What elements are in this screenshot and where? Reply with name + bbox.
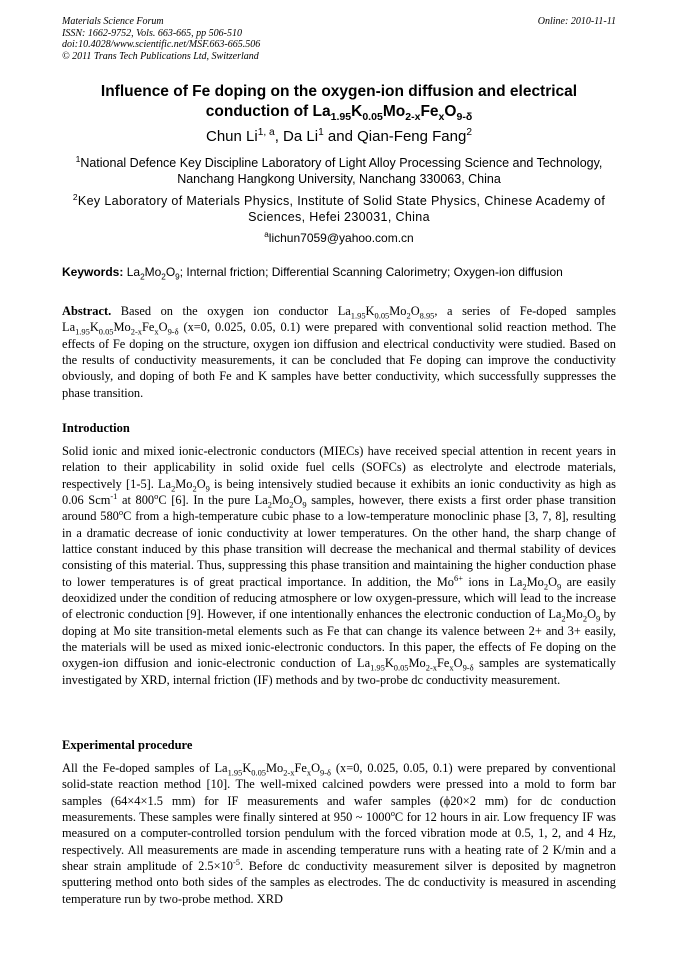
title-sub: 0.05	[362, 111, 383, 124]
title-sub: 9-δ	[456, 111, 473, 124]
title-sub: x	[438, 111, 445, 124]
exp-sup: -5	[233, 856, 241, 867]
intro-text: O	[548, 574, 558, 589]
intro-sub: 2	[267, 499, 272, 510]
experimental-paragraph	[62, 760, 616, 907]
intro-text: ions in La	[462, 574, 523, 589]
author-sup: 1	[318, 127, 324, 138]
abstract-sub: 1.95	[75, 326, 90, 337]
abstract-sub: 8.95	[419, 310, 435, 321]
exp-text: All the Fe-doped samples of La	[62, 761, 228, 775]
kw-text: La	[126, 265, 141, 279]
intro-sub: 9-δ	[462, 662, 474, 673]
intro-text: samples are systematically investigated by XRD, internal friction (IF) methods and by two-probe dc conductivity measurement.	[62, 656, 616, 687]
abstract-sub: 9-δ	[167, 326, 179, 337]
intro-text: are easily deoxidized under the condition of reducing atmosphere or low oxygen-pressure, which will lead to the increase of electronic conduction [9]. However, if one intentionally enhances the electronic conduction of La	[62, 574, 616, 622]
intro-text: O	[196, 476, 206, 491]
abstract-text: (x=0, 0.025, 0.05, 0.1) were prepared with conventional solid reaction method. The effects of Fe doping on the structure, oxygen ion diffusion and electrical conductivity were studied. Based on the results of conductivity measurements, it can be concluded that Fe doping can improve the conductivity obviously, and doping of both Fe and K samples have better conductivity, which successfully suppresses the phase transition.	[62, 320, 616, 400]
abstract	[62, 303, 616, 401]
introduction-paragraph	[62, 443, 616, 688]
kw-sub: 2	[140, 272, 145, 282]
abstract-sub: 0.05	[374, 310, 390, 321]
exp-sub: 0.05	[251, 767, 267, 778]
author-sup: 1, a	[257, 127, 275, 138]
exp-text: O	[311, 761, 321, 775]
intro-text: is being intensively studied because it exhibits an ionic conductivity as high as 0.06 Scm	[62, 476, 616, 508]
title-text: K	[351, 103, 363, 120]
intro-sub: 2	[522, 581, 527, 592]
author-email	[62, 231, 616, 246]
affiliation-text: Key Laboratory of Materials Physics, Institute of Solid State Physics, Chinese Academy of	[77, 194, 606, 208]
exp-sup: o	[390, 807, 395, 818]
abstract-sub: 1.95	[350, 310, 366, 321]
intro-sub: 2	[289, 499, 294, 510]
affiliation-line: Nanchang Hangkong University, Nanchang 330063, China	[177, 172, 501, 186]
exp-sub: 1.95	[227, 767, 243, 778]
title-text: conduction of La	[205, 103, 331, 120]
title-line-2	[62, 102, 616, 122]
abstract-text: , a series of Fe-doped samples La	[62, 304, 616, 335]
abstract-sub: 0.05	[98, 326, 114, 337]
copyright-line: © 2011 Trans Tech Publications Ltd, Switzerland	[62, 50, 259, 62]
author-name: and Qian-Feng Fang	[323, 128, 467, 145]
email-sup: a	[264, 230, 269, 239]
section-heading-experimental: Experimental procedure	[62, 738, 193, 752]
intro-sub: 1.95	[370, 662, 385, 673]
intro-sup: o	[154, 490, 159, 501]
intro-sub: 9	[302, 499, 307, 510]
intro-text: O	[453, 656, 463, 671]
section-heading-introduction: Introduction	[62, 421, 130, 435]
intro-text: Mo	[526, 574, 544, 589]
author-name: , Da Li	[274, 128, 319, 145]
online-date: Online: 2010-11-11	[537, 16, 616, 27]
intro-sub: 2	[582, 613, 588, 624]
affiliation-line: Sciences, Hefei 230031, China	[248, 210, 430, 224]
title-sub: 1.95	[330, 111, 352, 124]
title-line-1: Influence of Fe doping on the oxygen-ion diffusion and electrical	[100, 83, 578, 100]
intro-sup: 6+	[454, 572, 463, 583]
intro-text: C from a high-temperature cubic phase to a low-temperature monoclinic phase [3, 7, 8], resulting in a dramatic decrease of ionic conductivity at lower temperatures. On the other hand, the sharp change of lattice constant induced by this phase transition will decrease the mechanical and thermal stability of devices consisting of this material. Thus, suppressing this phase transition and maintaining the higher conduction phase to lower temperatures is of great practical importance. In addition, the Mo	[62, 509, 617, 589]
title-text: O	[444, 103, 457, 120]
intro-sup: -1	[110, 490, 118, 501]
kw-sub: 9	[175, 272, 180, 282]
intro-text: Mo	[271, 493, 290, 508]
kw-sub: 2	[161, 272, 166, 282]
keywords	[62, 265, 616, 280]
intro-sub: 9	[205, 483, 210, 494]
kw-text: O	[165, 265, 176, 279]
intro-sub: 9	[557, 581, 562, 592]
kw-text: Mo	[144, 265, 162, 279]
keywords-label: Keywords:	[62, 265, 124, 279]
intro-text: by doping at Mo site transition-metal elements such as Fe that can change its valence between 2+ and 3+ easily, the materials will be used as mixed ionic-electronic conductors. In this paper, the effects of Fe doping on the oxygen-ion diffusion and ionic-electronic conduction of La	[62, 607, 616, 671]
abstract-text: O	[158, 320, 168, 335]
intro-sub: 2	[171, 483, 176, 494]
exp-text: Mo	[266, 761, 284, 775]
intro-text: Solid ionic and mixed ionic-electronic conductors (MIECs) have received special attention in recent years in relation to their applicability in solid oxide fuel cells (SOFCs) as electrolyte and electrode materials, respectively [1-5]. La	[62, 444, 616, 491]
journal-header	[62, 16, 616, 62]
abstract-sub: 2	[406, 310, 411, 321]
email-text: lichun7059@yahoo.com.cn	[268, 231, 414, 245]
affiliation-line	[62, 155, 616, 171]
intro-sub: 2	[192, 483, 197, 494]
exp-sub: 2-x	[283, 767, 295, 778]
intro-text: Mo	[408, 656, 426, 671]
affiliation-line	[62, 193, 616, 209]
intro-text: O	[293, 493, 303, 508]
intro-sub: 2	[561, 613, 566, 624]
intro-text: K	[384, 656, 394, 671]
abstract-text: Mo	[113, 320, 131, 335]
exp-text: (x=0, 0.025, 0.05, 0.1) were prepared by conventional solid-state reaction method [10]. The well-mixed calcined powders were pressed into a mold to form bar samples (64×4×1.5 mm) for IF measurements and wafer samples (ϕ20×2 mm) for dc conduction measurements. These samples were finally sintered at 950 ~ 1000	[62, 761, 616, 825]
doi-line: doi:10.4028/www.scientific.net/MSF.663-665.506	[62, 39, 261, 50]
intro-text: Fe	[436, 656, 450, 671]
abstract-text: Mo	[389, 304, 407, 318]
abstract-text: O	[410, 304, 420, 318]
intro-sub: 2	[543, 581, 549, 592]
journal-name: Materials Science Forum	[62, 16, 164, 27]
author-name: Chun Li	[206, 128, 258, 145]
exp-sub: x	[306, 767, 312, 778]
affiliation-sup: 2	[72, 191, 78, 202]
affiliation-text: National Defence Key Discipline Laboratory of Light Alloy Processing Science and Technology,	[80, 156, 603, 170]
exp-text: K	[242, 761, 252, 775]
affiliation-2	[62, 193, 616, 225]
title-sub: 2-x	[405, 111, 421, 124]
exp-text: C for 12 hours in air. Low frequency IF was measured on a computer-controlled torsion pendulum with the forced vibration mode at 0.5, 1, 2, and 4 Hz, respectively. All measurements are made in ascending temperature runs with a heating rate of 2 K/min and a shear strain amplitude of 2.5×10	[62, 810, 616, 874]
abstract-text: Based on the oxygen ion conductor La	[111, 304, 351, 318]
kw-text: ; Internal friction; Differential Scanning Calorimetry; Oxygen-ion diffusion	[179, 265, 563, 279]
intro-text: O	[587, 607, 597, 622]
intro-sub: 9	[596, 613, 601, 624]
abstract-text: K	[89, 320, 99, 335]
intro-text: at 800	[117, 493, 155, 508]
author-sup: 2	[466, 127, 472, 138]
issn-line: ISSN: 1662-9752, Vols. 663-665, pp 506-510	[62, 27, 242, 39]
abstract-label: Abstract.	[62, 304, 112, 318]
abstract-sub: x	[154, 326, 159, 337]
abstract-text: K	[365, 304, 375, 318]
intro-text: Mo	[175, 476, 193, 491]
abstract-sub: 2-x	[130, 326, 142, 337]
intro-text: samples, however, there exists a first order phase transition around 580	[62, 493, 617, 524]
exp-text: Fe	[294, 761, 307, 775]
title-text: Mo	[382, 103, 406, 120]
intro-sub: 0.05	[393, 662, 409, 673]
title-text: Fe	[420, 103, 439, 120]
intro-text: C [6]. In the pure La	[158, 493, 268, 508]
paper-title	[62, 82, 616, 122]
intro-text: Mo	[565, 607, 583, 622]
affiliation-sup: 1	[75, 153, 81, 164]
intro-sub: 2-x	[425, 662, 437, 673]
exp-text: . Before dc conductivity measurement silver is deposited by magnetron sputtering method onto both sides of the samples as electrodes. The dc conductivity is measured in ascending temperature run by two-probe method. XRD	[62, 859, 616, 906]
exp-sub: 9-δ	[320, 767, 332, 778]
affiliation-1	[62, 155, 616, 187]
abstract-text: Fe	[141, 320, 155, 335]
intro-sup: o	[118, 507, 124, 518]
author-list	[62, 127, 616, 147]
intro-sub: x	[449, 662, 454, 673]
